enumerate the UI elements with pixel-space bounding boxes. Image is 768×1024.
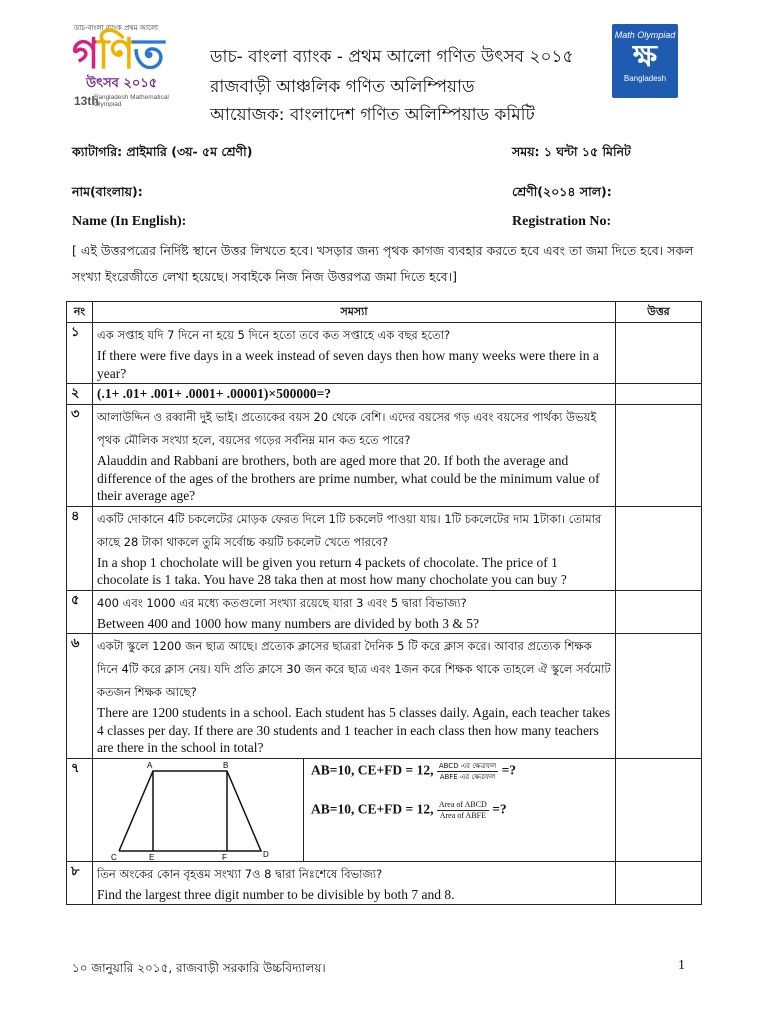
name-bn-label: নাম(বাংলায়): <box>72 184 143 199</box>
question-text-bn: আলাউদ্দিন ও রব্বানী দুই ভাই। প্রত্যেকের বয়স 20 থেকে বেশি। এদের বয়সের গড় এবং বয়সের পার্থক্য উভয়ই পৃথক মৌলিক সংখ্যা হলে, বয়সের গড়ের সর্বনিম্ন মান কত হতে পারে? <box>97 410 597 447</box>
footer-date-venue: ১০ জানুয়ারি ২০১৫, রাজবাড়ী সরকারি উচ্চবিদ্যালয়। <box>72 961 326 975</box>
ratio-question <box>311 761 516 821</box>
olympiad-logo-top: Math Olympiad <box>614 30 676 40</box>
name-en-label: Name (In English): <box>72 214 187 229</box>
page-number: 1 <box>678 958 685 973</box>
answer-cell[interactable] <box>616 590 702 634</box>
question-number: ৬ <box>67 634 93 759</box>
label-a: A <box>147 760 153 770</box>
class-label: শ্রেণী(২০১৪ সাল): <box>512 184 612 199</box>
label-c: C <box>111 852 117 861</box>
question-text-en: Alauddin and Rabbani are brothers, both are aged more that 20. If both the average and difference of the ages of the brothers are prime number, what could be the minimum value of their average age? <box>97 453 600 503</box>
answer-cell[interactable] <box>616 384 702 405</box>
question-text-en: There are 1200 students in a school. Each student has 5 classes daily. Again, each teacher takes 4 classes per day. If there are 30 students and 1 teacher in each class then how many teachers are there in the school in total? <box>97 705 611 755</box>
olympiad-logo-bottom: Bangladesh <box>623 74 667 83</box>
header-problem: সমস্যা <box>93 302 616 323</box>
header-no: নং <box>67 302 93 323</box>
question-number: ৫ <box>67 590 93 634</box>
question-text-bn: একটা স্কুলে 1200 জন ছাত্র আছে। প্রত্যেক ক্লাসের ছাত্ররা দৈনিক 5 টি করে ক্লাস করে। আবার প্রত্যেক শিক্ষক দিনে 4টি করে ক্লাস নেয়। যদি প্রতি ক্লাসে 30 জন করে ছাত্র এবং 1জন করে শিক্ষক থাকে তাহলে ঐ স্কুলে সর্বমোট কতজন শিক্ষক আছে? <box>97 639 611 699</box>
question-row-3 <box>67 405 702 507</box>
question-row-7 <box>67 758 702 861</box>
logo-subtitle: Bangladesh Mathematical Olympiad <box>94 94 169 108</box>
olympiad-logo-mark: ক্ষ <box>632 39 658 74</box>
category-label: ক্যাটাগরি: প্রাইমারি (৩য়- ৫ম শ্রেণী) <box>72 144 253 159</box>
logo-edition: 13th <box>74 94 99 108</box>
question-number: ২ <box>67 384 93 405</box>
label-b: B <box>223 760 229 770</box>
question-row-5 <box>67 590 702 634</box>
festival-logo <box>72 22 200 122</box>
question-row-8 <box>67 861 702 905</box>
instructions: [ এই উত্তরপত্রের নির্দিষ্ট স্থানে উত্তর লিখতে হবে। খসড়ার জন্য পৃথক কাগজ ব্যবহার করতে হবে এবং তা জমা দিতে হবে। সকল সংখ্যা ইংরেজীতে লেখা হয়েছে। সবাইকে নিজ নিজ উত্তরপত্র জমা দিতে হবে।] <box>72 243 694 284</box>
questions-table <box>66 301 702 905</box>
question-number: ৩ <box>67 405 93 507</box>
question-row-1 <box>67 323 702 384</box>
header-answer: উত্তর <box>616 302 702 323</box>
answer-cell[interactable] <box>616 323 702 384</box>
logo-utsob: উৎসব ২০১৫ <box>86 76 158 91</box>
question-row-6 <box>67 634 702 759</box>
question-text-bn: এক সপ্তাহ যদি 7 দিনে না হয়ে 5 দিনে হতো তবে কত সপ্তাহে এক বছর হতো? <box>97 328 451 342</box>
header-line-1: ডাচ- বাংলা ব্যাংক - প্রথম আলো গণিত উৎসব ২০১৫ <box>210 47 574 67</box>
question-number: ১ <box>67 323 93 384</box>
question-number: ৪ <box>67 506 93 590</box>
question-row-2 <box>67 384 702 405</box>
answer-cell[interactable] <box>616 634 702 759</box>
question-text-en: In a shop 1 chocholate will be given you return 4 packets of chocolate. The price of 1 chocolate is 1 taka. You have 28 taka then at most how many chocholate you can buy ? <box>97 554 567 587</box>
question-text-en: Find the largest three digit number to be divisible by both 7 and 8. <box>97 886 455 902</box>
answer-cell[interactable] <box>616 506 702 590</box>
question-number: ৭ <box>67 758 93 861</box>
table-header-row <box>67 302 702 323</box>
label-d: D <box>263 849 269 859</box>
question-row-4 <box>67 506 702 590</box>
question-text-en: Between 400 and 1000 how many numbers are divided by both 3 & 5? <box>97 615 480 631</box>
label-f: F <box>222 852 227 861</box>
time-label: সময়: ১ ঘন্টা ১৫ মিনিট <box>512 144 631 159</box>
logo-word: গণিত <box>72 29 163 78</box>
question-text-bn: 400 এবং 1000 এর মধ্যে কতগুলো সংখ্যা রয়েছে যারা 3 এবং 5 দ্বারা বিভাজ্য? <box>97 595 467 610</box>
question-text-bn: তিন অংকের কোন বৃহত্তম সংখ্যা 7ও 8 দ্বারা নিঃশেষে বিভাজ্য? <box>97 866 383 881</box>
ratio-en: AB=10, CE+FD = 12, $\frac{\text{Area of ABCD}}{\text{Area of ABFE}}$ =? <box>311 799 507 820</box>
label-e: E <box>149 852 155 861</box>
header-line-2: রাজবাড়ী আঞ্চলিক গণিত অলিম্পিয়াড <box>210 77 475 97</box>
answer-cell[interactable] <box>616 758 702 861</box>
sponsor-text: ডাচ-বাংলা ব্যাংক প্রথম আলো <box>74 24 159 32</box>
registration-label: Registration No: <box>512 214 612 229</box>
olympiad-logo <box>612 24 678 98</box>
header-line-3: আয়োজক: বাংলাদেশ গণিত অলিম্পিয়াড কমিটি <box>210 105 535 125</box>
trapezoid-shape <box>119 771 261 851</box>
question-expression: (.1+ .01+ .001+ .0001+ .00001)×500000=? <box>97 386 332 401</box>
question-number: ৮ <box>67 861 93 905</box>
ratio-bn: AB=10, CE+FD = 12, $\frac{\text{ABCD এর ক্ষেত্রফল}}{\text{ABFE এর ক্ষেত্রফল}}$ =? <box>311 761 517 781</box>
question-text-bn: একটি দোকানে 4টি চকলেটের মোড়ক ফেরত দিলে 1টি চকলেট পাওয়া যায়। 1টি চকলেটের দাম 1টাকা। তোমার কাছে 28 টাকা থাকলে তুমি সর্বোচ্চ কয়টি চকলেট খেতে পারবে? <box>97 511 602 549</box>
question-text-en: If there were five days in a week instead of seven days then how many weeks were there in a year? <box>97 348 599 381</box>
answer-cell[interactable] <box>616 405 702 507</box>
answer-cell[interactable] <box>616 861 702 905</box>
trapezoid-figure <box>93 759 304 861</box>
